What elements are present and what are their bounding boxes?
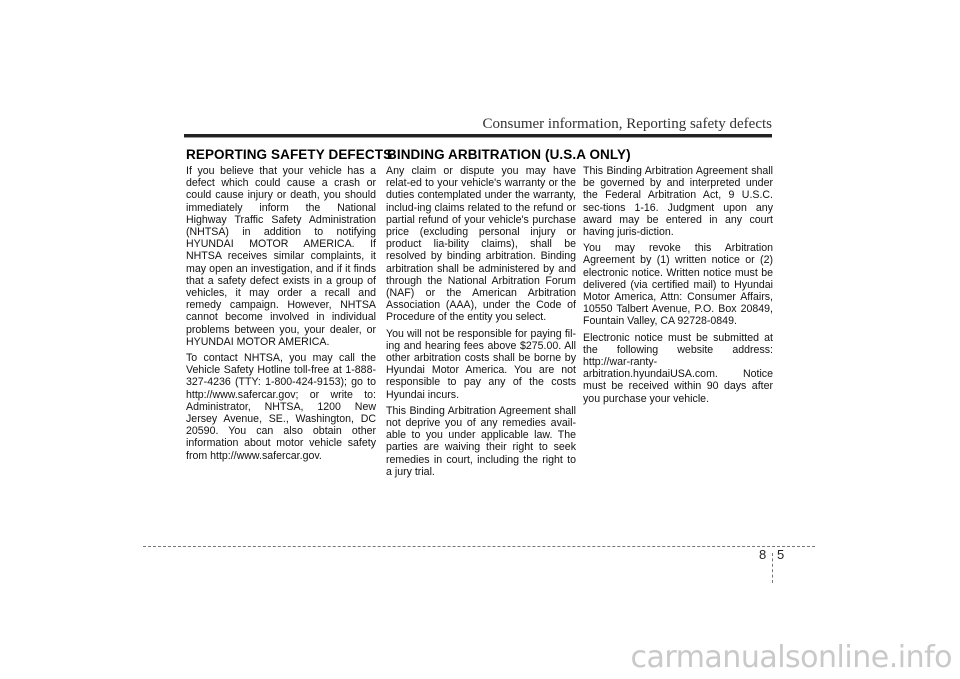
header-rule-thin xyxy=(184,137,772,138)
paragraph: To contact NHTSA, you may call the Vehicle Safety Hotline toll-free at 1-888-327-4236 (TTY: 1-800-424-9153); go to http://www.safercar.gov; or write to: Administrator, NHTSA, 1200 New Jersey Avenue, SE., Washington, DC 20590. You can also obtain other information about motor vehicle safety from http://www.safercar.gov. xyxy=(186,352,376,462)
section-title-reporting: REPORTING SAFETY DEFECTS xyxy=(186,147,393,162)
watermark-text: carmanualsonline.info xyxy=(630,640,952,675)
paragraph: If you believe that your vehicle has a defect which could cause a crash or could cause injury or death, you should immediately inform the National Highway Traffic Safety Administration (NHTSA) in addition to notifying HYUNDAI MOTOR AMERICA. If NHTSA receives similar complaints, it may open an investigation, and if it finds that a safety defect exists in a group of vehicles, it may order a recall and remedy campaign. However, NHTSA cannot become involved in individual problems between you, your dealer, or HYUNDAI MOTOR AMERICA. xyxy=(186,165,376,348)
page-number: 5 xyxy=(777,547,785,562)
paragraph: Electronic notice must be submitted at the following website address: http://war-ranty-arbitration.hyundaiUSA.com. Notice must be received within 90 days after you purchase your vehicle. xyxy=(583,331,773,405)
paragraph: You may revoke this Arbitration Agreement by (1) written notice or (2) electronic notice. Written notice must be delivered (via certified mail) to Hyundai Motor America, Attn: Consumer Affairs, 10550 Talbert Avenue, P.O. Box 20849, Fountain Valley, CA 92728-0849. xyxy=(583,242,773,328)
column-3 xyxy=(583,165,773,409)
chapter-number: 8 xyxy=(759,547,767,562)
paragraph: This Binding Arbitration Agreement shall not deprive you of any remedies avail-able to you under applicable law. The parties are waiving their right to seek remedies in court, including the right to a jury trial. xyxy=(386,404,576,478)
paragraph: This Binding Arbitration Agreement shall be governed by and interpreted under the Federal Arbitration Act, 9 U.S.C. sec-tions 1-16. Judgment upon any award may be entered in any court having juris-diction. xyxy=(583,165,773,239)
column-1 xyxy=(186,165,376,466)
page-divider xyxy=(772,553,773,583)
paragraph: Any claim or dispute you may have relat-ed to your vehicle's warranty or the duties contemplated under the warranty, includ-ing claims related to the refund or partial refund of your vehicle's purchase price (excluding personal injury or product lia-bility claims), shall be resolved by binding arbitration. Binding arbitration shall be administered by and through the National Arbitration Forum (NAF) or the American Arbitration Association (AAA), under the Code of Procedure of the entity you select. xyxy=(386,165,576,324)
running-header: Consumer information, Reporting safety defects xyxy=(482,116,772,132)
footer-rule xyxy=(143,546,815,547)
section-title-arbitration: BINDING ARBITRATION (U.S.A ONLY) xyxy=(387,147,631,162)
paragraph: You will not be responsible for paying fil-ing and hearing fees above $275.00. All other arbitration costs shall be borne by Hyundai Motor America. You are not responsible to pay any of the costs Hyundai incurs. xyxy=(386,327,576,401)
column-2 xyxy=(386,165,576,482)
